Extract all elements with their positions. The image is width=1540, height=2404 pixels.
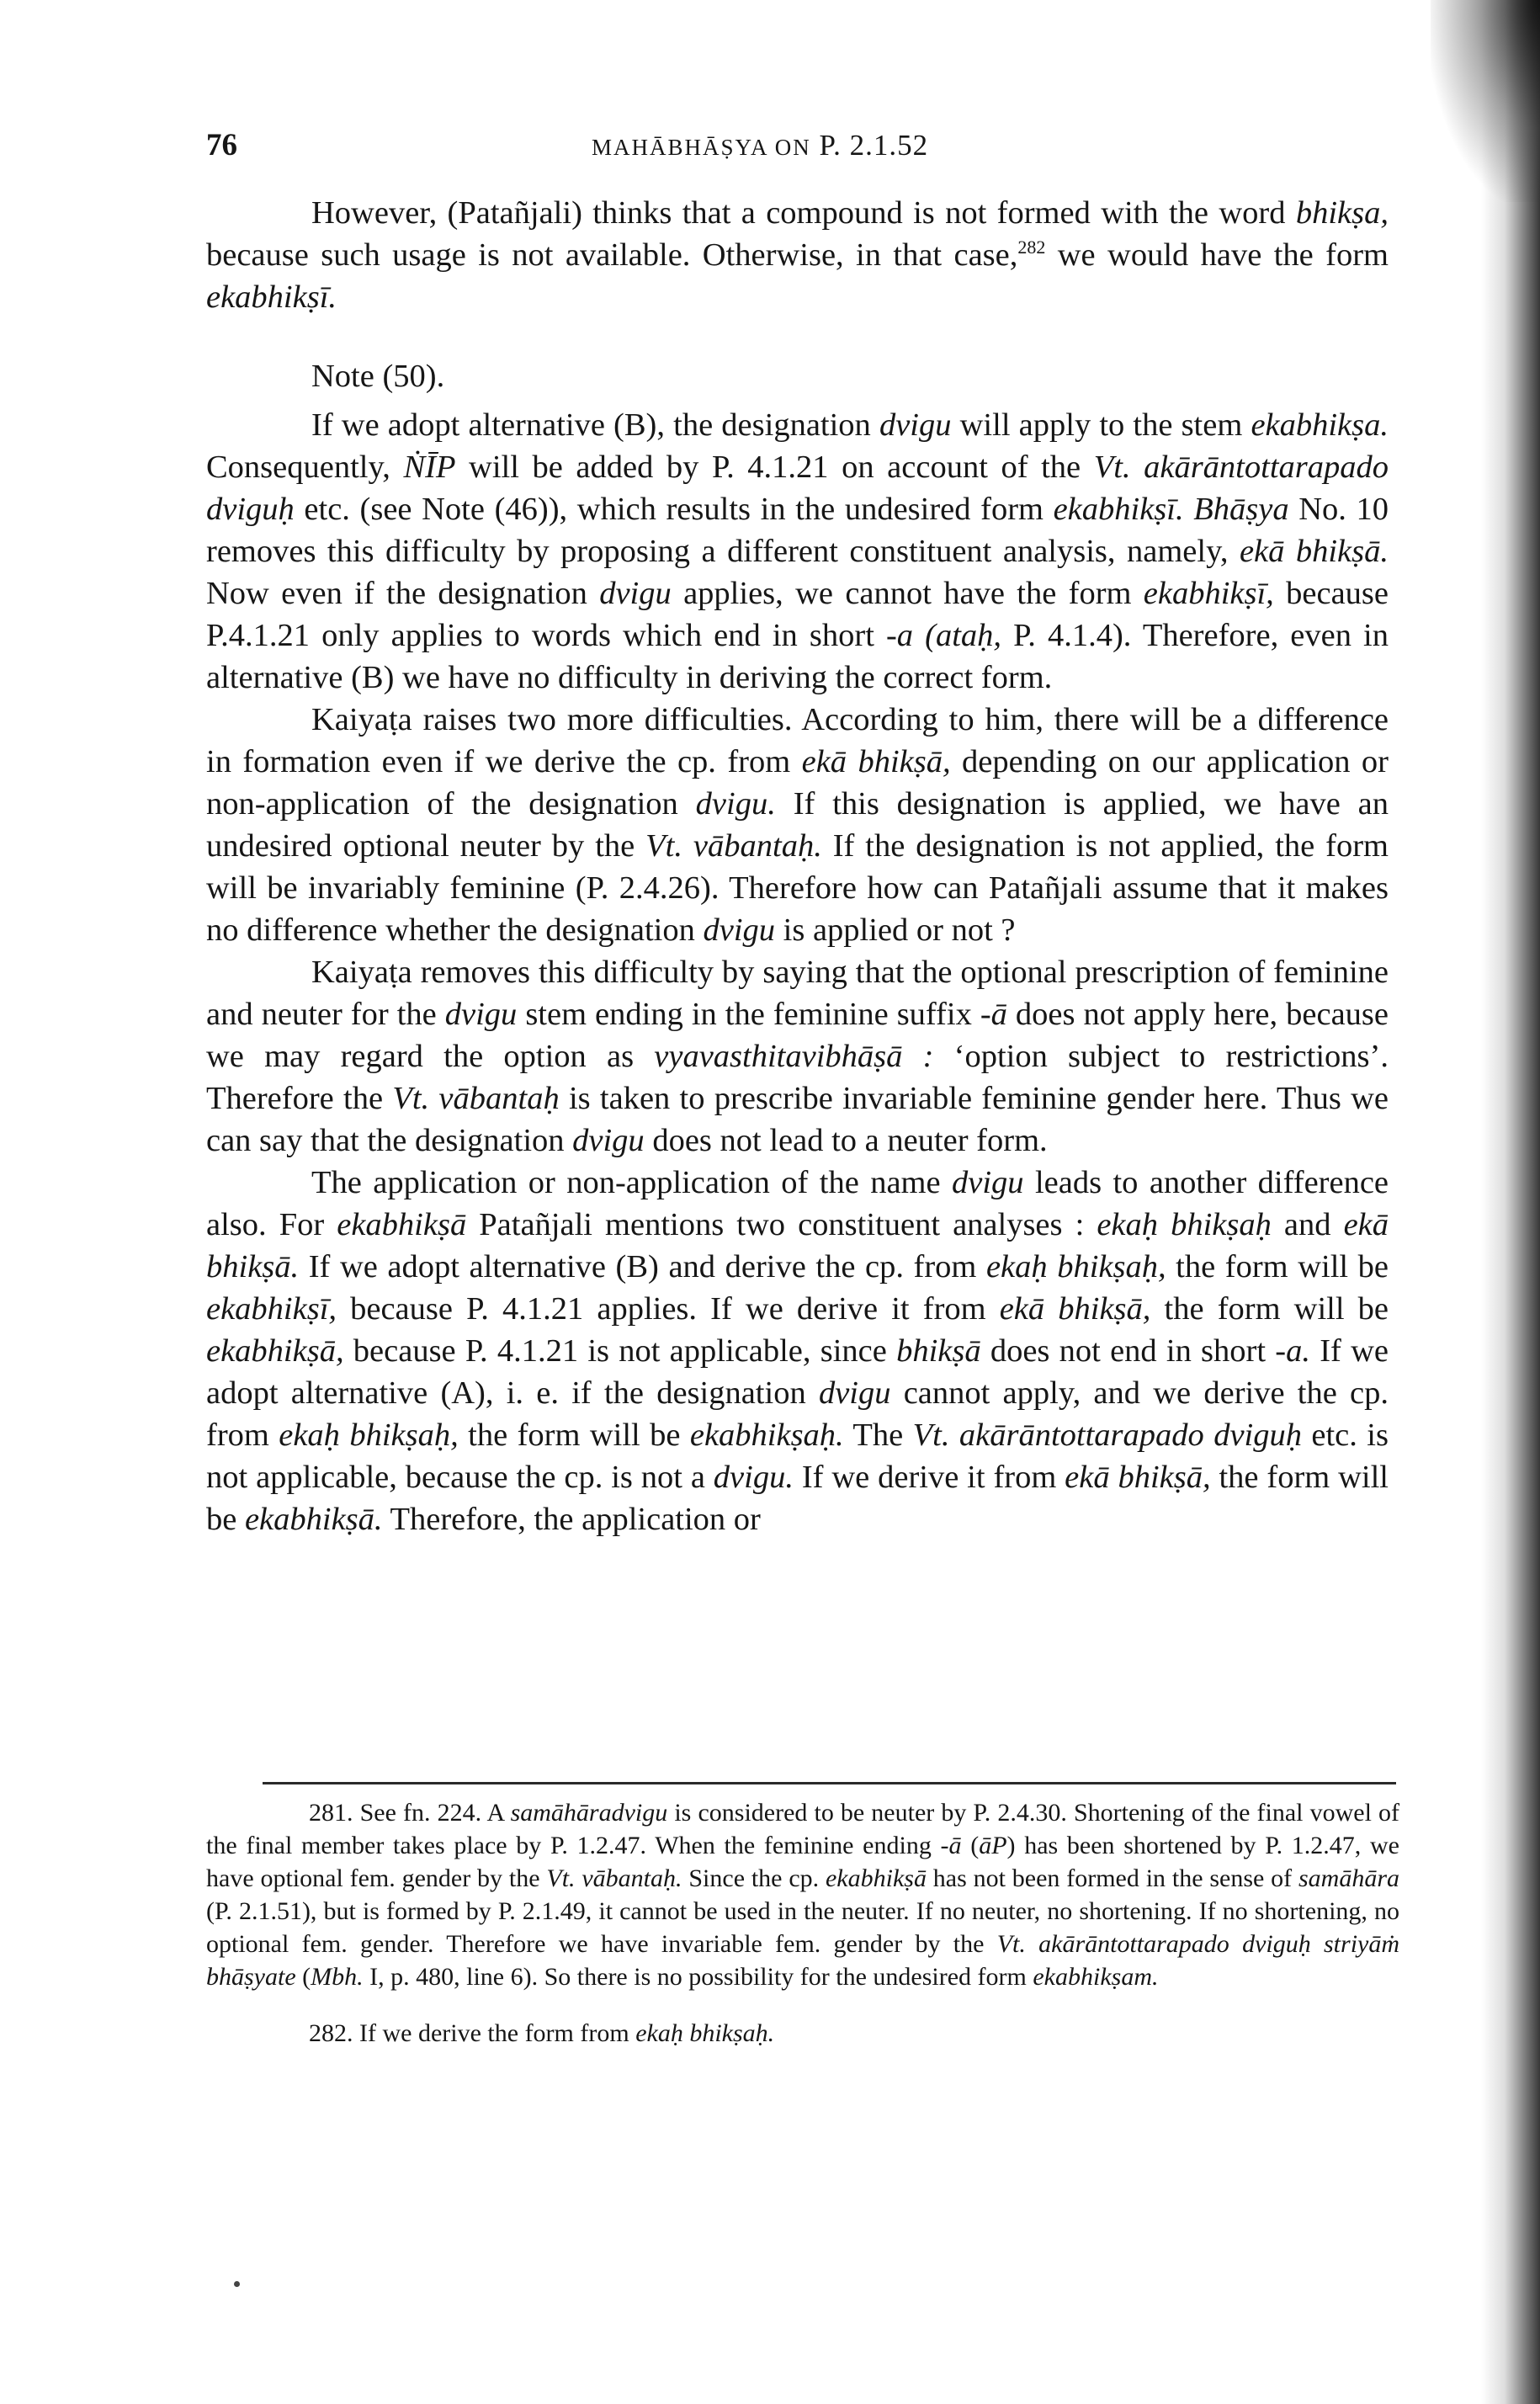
footnote-282: 282. If we derive the form from ekaḥ bhikṣaḥ. — [309, 2019, 775, 2047]
binding-shadow-edge — [1481, 0, 1540, 2404]
running-title-sutra: P. 2.1.52 — [819, 129, 929, 162]
paragraph-4: Kaiyaṭa removes this difficulty by saying that the optional prescription of feminine and neuter for the dvigu stem ending in the feminine suffix -ā does not apply here, because we may regard the option as vyavasthitavibhāṣā : ‘option subject to restrictions’. Therefore the Vt. vābantaḥ is taken to prescribe invariable feminine gender here. Thus we can say that the designation dvigu does not lead to a neuter form. — [206, 955, 1389, 1158]
main-text — [206, 192, 1389, 1540]
paragraph-3: Kaiyaṭa raises two more difficulties. According to him, there will be a difference in formation even if we derive the cp. from ekā bhikṣā, depending on our application or non-application of the designation dvigu. If this designation is applied, we have an undesired optional neuter by the Vt. vābantaḥ. If the designation is not applied, the form will be invariably feminine (P. 2.4.26). Therefore how can Patañjali assume that it makes no difference whether the designation dvigu is applied or not ? — [206, 702, 1389, 948]
note-heading: Note (50). — [311, 359, 445, 394]
footnote-ref-282: 282 — [1017, 237, 1046, 258]
page-corner-shadow — [1431, 0, 1540, 202]
paragraph-2: If we adopt alternative (B), the designation dvigu will apply to the stem ekabhikṣa. Consequently, ṄĪP will be added by P. 4.1.21 on account of the Vt. akārāntottarapado dviguḥ etc. (see Note (46)), which results in the undesired form ekabhikṣī. Bhāṣya No. 10 removes this difficulty by proposing a different constituent analysis, namely, ekā bhikṣā. Now even if the designation dvigu applies, we cannot have the form ekabhikṣī, because P.4.1.21 only applies to words which end in short -a (ataḥ, P. 4.1.4). Therefore, even in alternative (B) we have no difficulty in deriving the correct form. — [206, 407, 1389, 695]
paragraph-5: The application or non-application of the name dvigu leads to another difference also. For ekabhikṣā Patañjali mentions two constituent analyses : ekaḥ bhikṣaḥ and ekā bhikṣā. If we adopt alternative (B) and derive the cp. from ekaḥ bhikṣaḥ, the form will be ekabhikṣī, because P. 4.1.21 applies. If we derive it from ekā bhikṣā, the form will be ekabhikṣā, because P. 4.1.21 is not applicable, since bhikṣā does not end in short -a. If we adopt alternative (A), i. e. if the designation dvigu cannot apply, and we derive the cp. from ekaḥ bhikṣaḥ, the form will be ekabhikṣaḥ. The Vt. akārāntottarapado dviguḥ etc. is not applicable, because the cp. is not a dvigu. If we derive it from ekā bhikṣā, the form will be ekabhikṣā. Therefore, the application or — [206, 1165, 1389, 1537]
running-header — [206, 122, 1410, 173]
footnote-281: 281. See fn. 224. A samāhāradvigu is considered to be neuter by P. 2.4.30. Shortening of the final vowel of the final member takes place by P. 1.2.47. When the feminine ending -ā (āP) has been shortened by P. 1.2.47, we have optional fem. gender by the Vt. vābantaḥ. Since the cp. ekabhikṣā has not been formed in the sense of samāhāra (P. 2.1.51), but is formed by P. 2.1.49, it cannot be used in the neuter. If no neuter, no shortening. If no shortening, no optional fem. gender. Therefore we have invariable fem. gender by the Vt. akārāntottarapado dviguḥ striyāṁ bhāṣyate (Mbh. I, p. 480, line 6). So there is no possibility for the undesired form ekabhikṣam. — [206, 1799, 1400, 1991]
speck-mark — [234, 2281, 240, 2287]
footnotes — [206, 1796, 1399, 2050]
footnote-divider — [263, 1782, 1396, 1784]
running-title-smallcaps: MAHĀBHĀṢYA ON — [592, 135, 811, 160]
page-number: 76 — [206, 128, 237, 162]
paragraph-1: However, (Patañjali) thinks that a compound is not formed with the word bhikṣa, because such usage is not available. Otherwise, in that case,$^{282}$ we would have the form ekabhikṣī. — [206, 195, 1389, 315]
running-title — [592, 129, 928, 162]
